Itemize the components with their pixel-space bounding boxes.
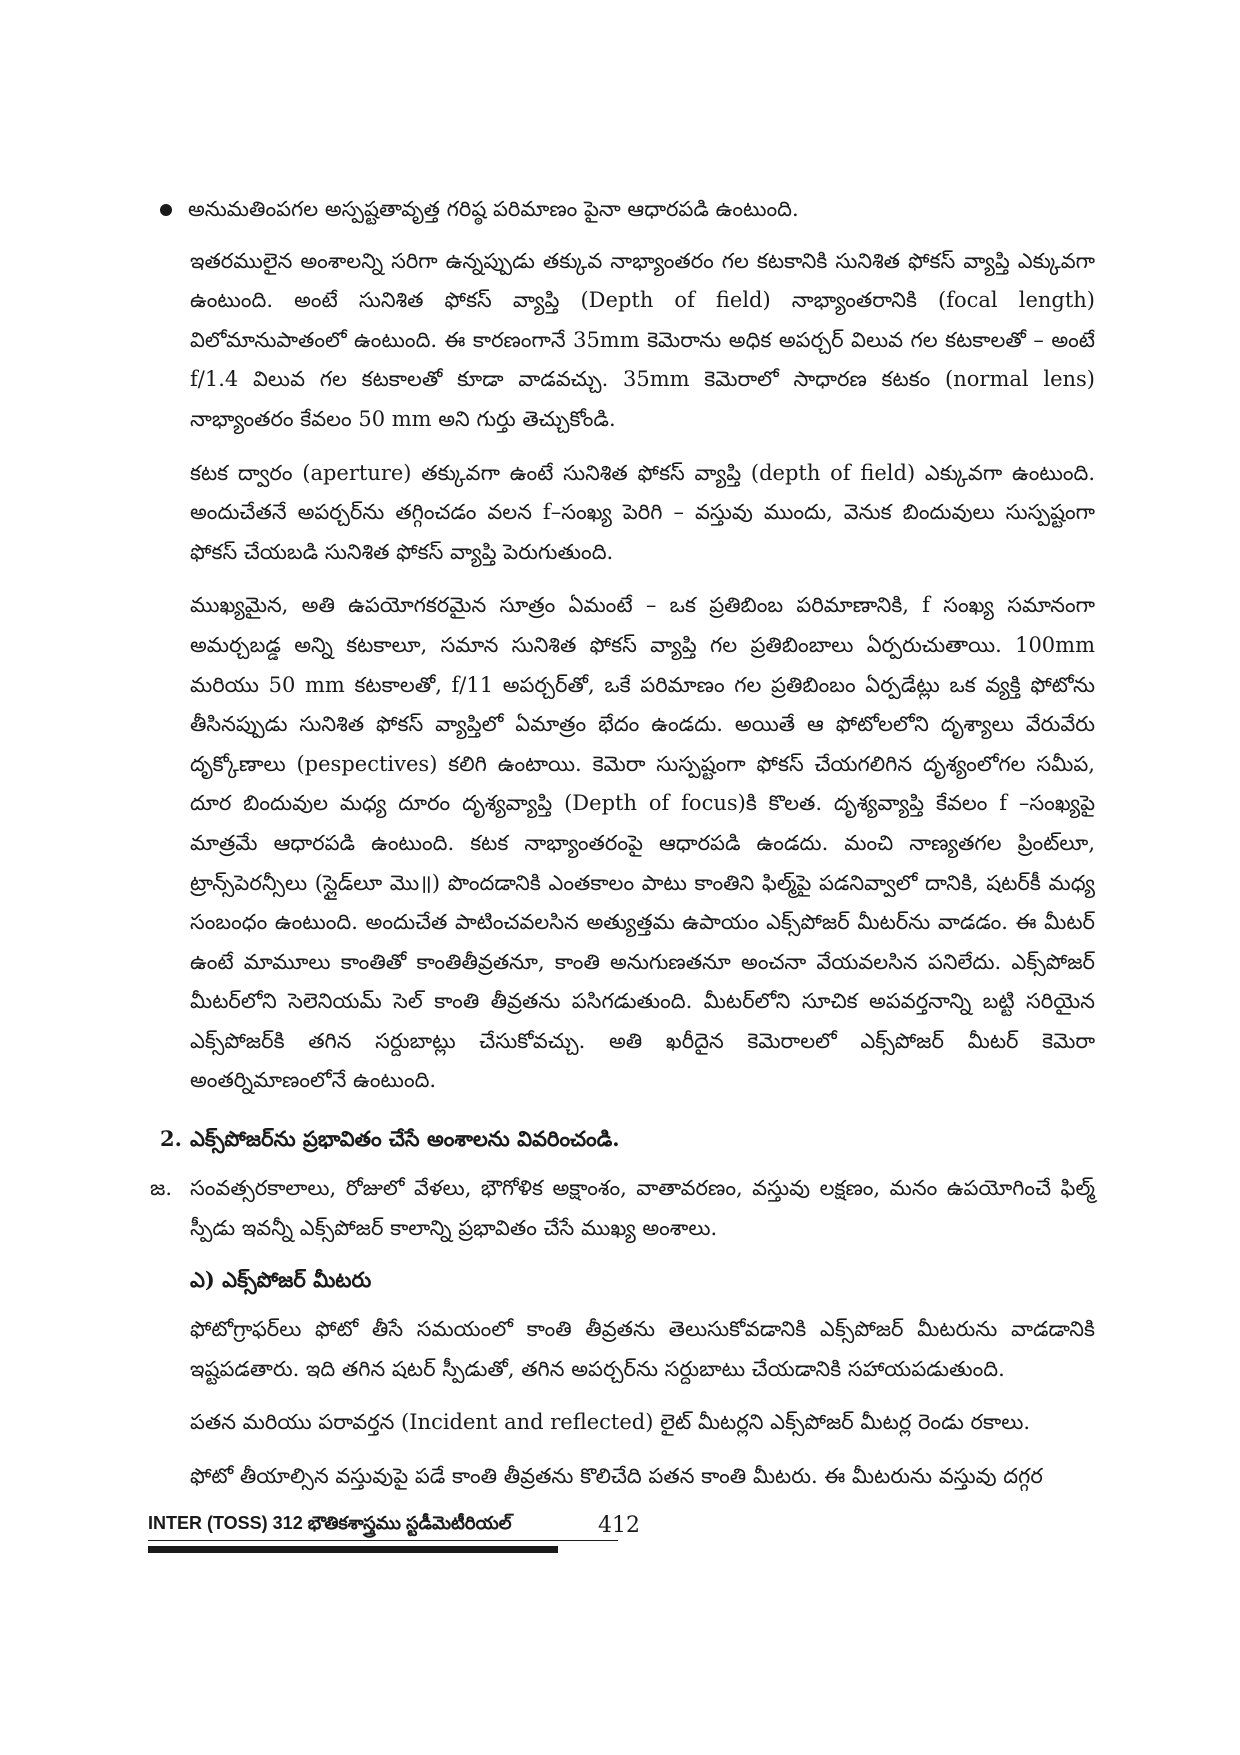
bullet-item [150,190,1095,230]
paragraph-meter-types: పతన మరియు పరావర్తన (Incident and reflected) లైట్ మీటర్లని ఎక్స్‌పోజర్ మీటర్ల రెండు రకాలు. [190,1410,1031,1435]
answer-text: సంవత్సరకాలాలు, రోజులో వేళలు, భౌగోళిక అక్షాంశం, వాతావరణం, వస్తువు లక్షణం, మనం ఉపయోగించే ఫిల్మ్ స్పీడు ఇవన్నీ ఎక్స్‌పోజర్ కాలాన్ని ప్రభావితం చేసే ముఖ్య అంశాలు. [190,1176,1095,1240]
answer-block [150,1169,1095,1248]
page-number: 412 [598,1513,640,1538]
paragraph-exposure-meter: ఫోటోగ్రాఫర్‌లు ఫోటో తీసే సమయంలో కాంతి తీవ్రతను తెలుసుకోవడానికి ఎక్స్‌పోజర్ మీటరును వాడడానికి ఇష్టపడతారు. ఇది తగిన షటర్ స్పీడుతో, తగిన అపర్చర్‌ను సర్దుబాటు చేయడానికి సహాయపడుతుంది. [190,1317,1095,1381]
paragraph-depth-of-field: ఇతరములైన అంశాలన్ని సరిగా ఉన్నప్పుడు తక్కువ నాభ్యాంతరం గల కటకానికి సునిశిత ఫోకస్ వ్యాప్తి ఎక్కువగా ఉంటుంది. అంటే సునిశిత ఫోకస్ వ్యాప్తి (Depth of field) నాభ్యాంతరానికి (focal length) విలోమానుపాతంలో ఉంటుంది. ఈ కారణంగానే 35mm కెమెరాను అధిక అపర్చర్ విలువ గల కటకాలతో – అంటే f/1.4 విలువ గల కటకాలతో కూడా వాడవచ్చు. 35mm కెమెరాలో సాధారణ కటకం (normal lens) నాభ్యాంతరం కేవలం 50 mm అని గుర్తు తెచ్చుకోండి. [190,248,1095,431]
page-footer [148,1510,618,1553]
footer-rule [148,1546,558,1553]
paragraph-aperture: కటక ద్వారం (aperture) తక్కువగా ఉంటే సునిశిత ఫోకస్ వ్యాప్తి (depth of field) ఎక్కువగా ఉంటుంది. అందుచేతనే అపర్చర్‌ను తగ్గించడం వలన f–సంఖ్య పెరిగి – వస్తువు ముందు, వెనుక బిందువులు సుస్పష్టంగా ఫోకస్ చేయబడి సునిశిత ఫోకస్ వ్యాప్తి పెరుగుతుంది. [190,460,1095,564]
answer-label: జ. [150,1176,173,1201]
page-content [150,190,1095,1511]
footer-title: INTER (TOSS) 312 భౌతికశాస్త్రము స్టడీమెటీరియల్ [148,1510,618,1541]
subheading-exposure-meter: ఎ) ఎక్స్‌పోజర్ మీటరు [190,1267,372,1293]
question-number: 2. [160,1126,182,1152]
paragraph-principle: ముఖ్యమైన, అతి ఉపయోగకరమైన సూత్రం ఏమంటే – ఒక ప్రతిబింబ పరిమాణానికి, f సంఖ్య సమానంగా అమర్చబడ్డ అన్ని కటకాలూ, సమాన సునిశిత ఫోకస్ వ్యాప్తి గల ప్రతిబింబాలు ఏర్పరుచుతాయి. 100mm మరియు 50 mm కటకాలతో, f/11 అపర్చర్‌తో, ఒకే పరిమాణం గల ప్రతిబింబం ఏర్పడేట్లు ఒక వ్యక్తి ఫోటోను తీసినప్పుడు సునిశిత ఫోకస్ వ్యాప్తిలో ఏమాత్రం భేదం ఉండదు. అయితే ఆ ఫోటోలలోని దృశ్యాలు వేరువేరు దృక్కోణాలు (pespectives) కలిగి ఉంటాయి. కెమెరా సుస్పష్టంగా ఫోకస్ చేయగలిగిన దృశ్యంలోగల సమీప, దూర బిందువుల మధ్య దూరం దృశ్యవ్యాప్తి (Depth of focus)కి కొలత. దృశ్యవ్యాప్తి కేవలం f –సంఖ్యపై మాత్రమే ఆధారపడి ఉంటుంది. కటక నాభ్యాంతరంపై ఆధారపడి ఉండదు. మంచి నాణ్యతగల ప్రింట్‌లూ, ట్రాన్స్‌పెరన్సీలు (స్లైడ్‌లూ మొ॥) పొందడానికి ఎంతకాలం పాటు కాంతిని ఫిల్మ్‌పై పడనివ్వాలో దానికి, షటర్‌కీ మధ్య సంబంధం ఉంటుంది. అందుచేత పాటించవలసిన అత్యుత్తమ ఉపాయం ఎక్స్‌పోజర్ మీటర్‌ను వాడడం. ఈ మీటర్ ఉంటే మామూలు కాంతితో కాంతితీవ్రతనూ, కాంతి అనుగుణతనూ అంచనా వేయవలసిన పనిలేదు. ఎక్స్‌పోజర్ మీటర్‌లోని సెలెనియమ్ సెల్ కాంతి తీవ్రతను పసిగడుతుంది. మీటర్‌లోని సూచిక అపవర్తనాన్ని బట్టి సరియైన ఎక్స్‌పోజర్‌కి తగిన సర్దుబాట్లు చేసుకోవచ్చు. అతి ఖరీదైన కెమెరాలలో ఎక్స్‌పోజర్ మీటర్ కెమెరా అంతర్నిమాణంలోనే ఉంటుంది. [190,593,1095,1093]
bullet-icon [160,204,172,216]
bullet-text: అనుమతింపగల అస్పష్టతావృత్త గరిష్ఠ పరిమాణం పైనా ఆధారపడి ఉంటుంది. [188,197,799,221]
question-text: ఎక్స్‌పోజర్‌ను ప్రభావితం చేసే అంశాలను వివరించండి. [190,1126,620,1152]
paragraph-incident-meter: ఫోటో తీయాల్సిన వస్తువుపై పడే కాంతి తీవ్రతను కొలిచేది పతన కాంతి మీటరు. ఈ మీటరును వస్తువు దగ్గర [190,1464,1043,1489]
question-heading [160,1119,1095,1159]
